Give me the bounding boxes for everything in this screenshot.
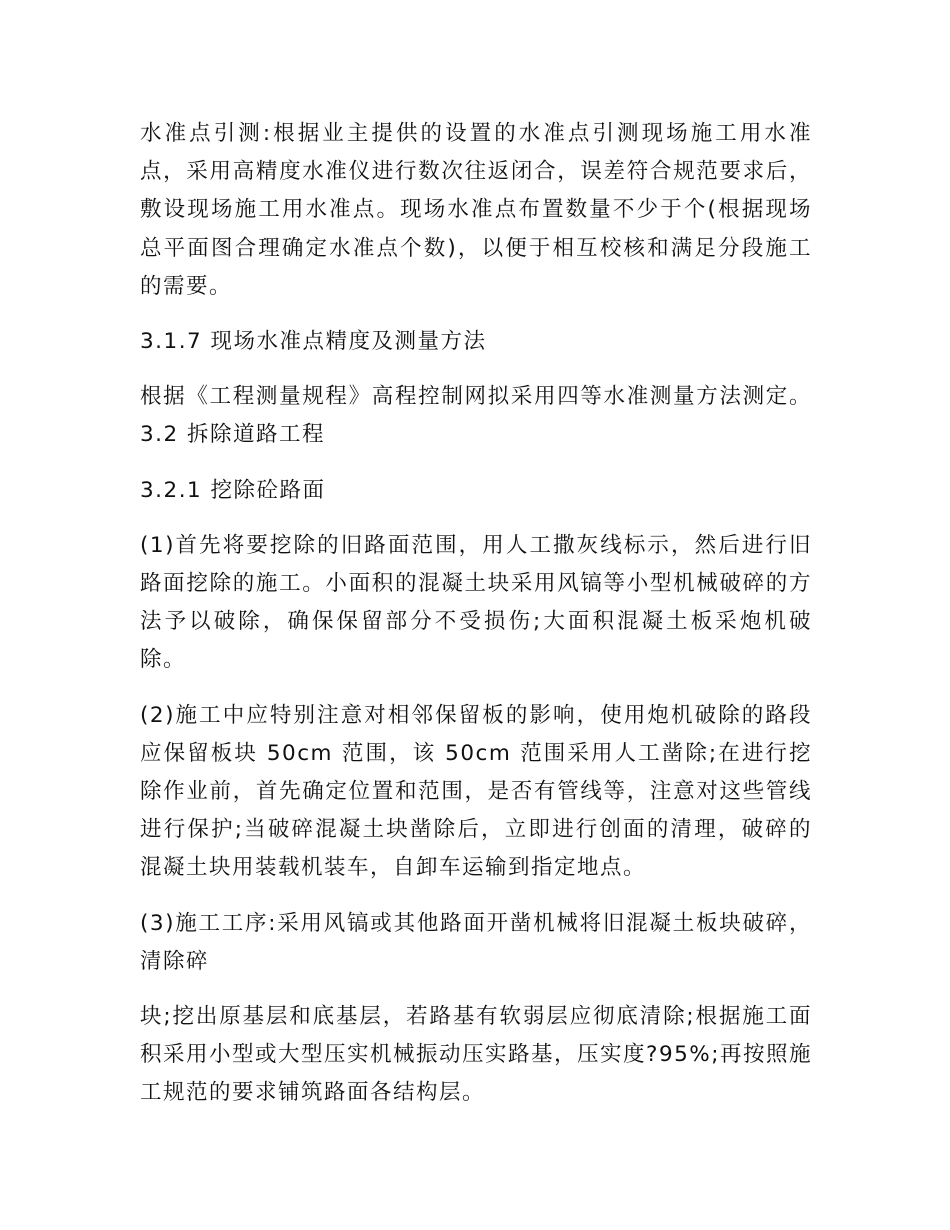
paragraph-step-3-continued: 块;挖出原基层和底基层，若路基有软弱层应彻底清除;根据施工面积采用小型或大型压实机械振动压实路基，压实度?95%;再按照施工规范的要求铺筑路面各结构层。: [140, 1004, 812, 1106]
paragraph-benchmark-survey: 水准点引测:根据业主提供的设置的水准点引测现场施工用水准点，采用高精度水准仪进行数次往返闭合，误差符合规范要求后，敷设现场施工用水准点。现场水准点布置数量不少于个(根据现场总平面图合理确定水准点个数)，以便于相互校核和满足分段施工的需要。: [140, 121, 812, 299]
section-heading-3-1-7: 3.1.7 现场水准点精度及测量方法: [140, 329, 487, 355]
section-heading-3-2-1: 3.2.1 挖除砼路面: [140, 477, 326, 503]
paragraph-step-2: (2)施工中应特别注意对相邻保留板的影响，使用炮机破除的路段应保留板块 50cm 范围，该 50cm 范围采用人工凿除;在进行挖除作业前，首先确定位置和范围，是否有管线等，注意对这些管线进行保护;当破碎混凝土块凿除后，立即进行创面的清理，破碎的混凝土块用装载机装车，自卸车运输到指定地点。: [140, 702, 812, 881]
document-body: [140, 115, 812, 1130]
paragraph-step-3: (3)施工工序:采用风镐或其他路面开凿机械将旧混凝土板块破碎，清除碎: [140, 910, 812, 974]
paragraph-step-1: (1)首先将要挖除的旧路面范围，用人工撒灰线标示，然后进行旧路面挖除的施工。小面积的混凝土块采用风镐等小型机械破碎的方法予以破除，确保保留部分不受损伤;大面积混凝土板采炮机破除。: [140, 532, 812, 673]
paragraph-measurement-method: 根据《工程测量规程》高程控制网拟采用四等水准测量方法测定。 3.2 拆除道路工程: [140, 384, 812, 448]
